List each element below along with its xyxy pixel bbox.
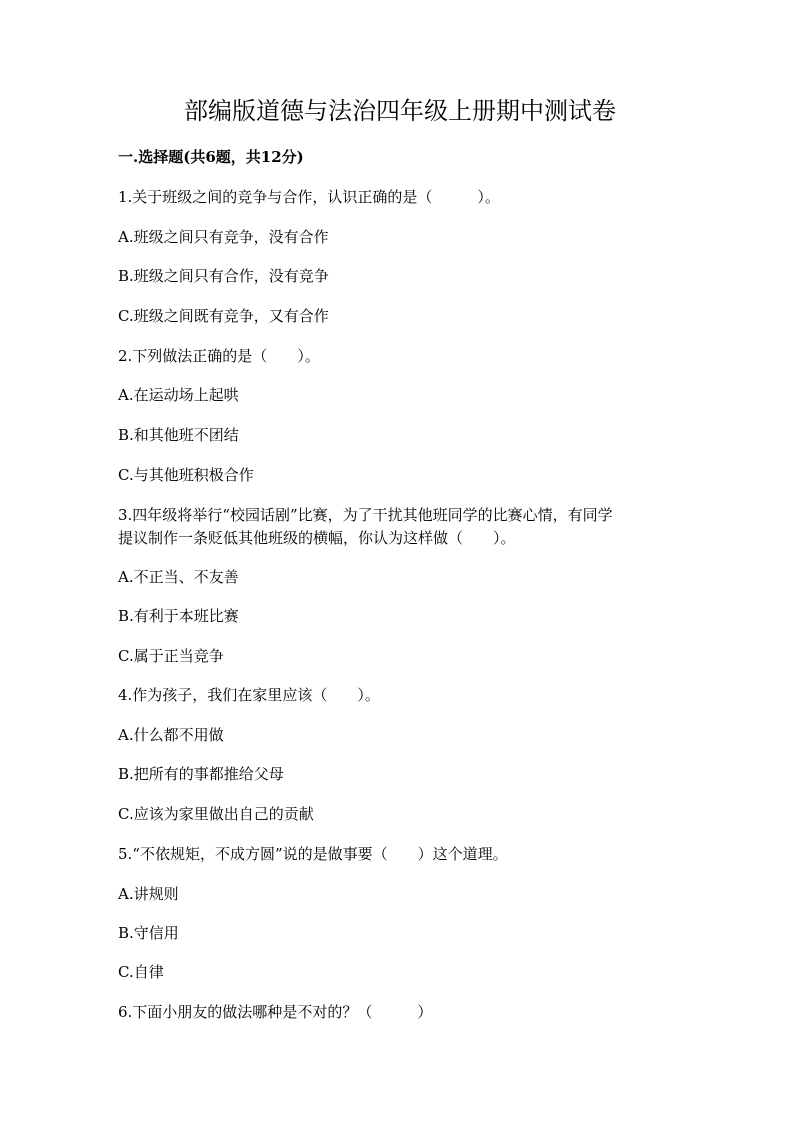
question-2-stem: 2.下列做法正确的是（ ）。 <box>118 347 320 365</box>
question-4-stem: 4.作为孩子，我们在家里应该（ ）。 <box>118 686 380 704</box>
question-5-stem: 5.“不依规矩，不成方圆”说的是做事要（ ）这个道理。 <box>118 845 508 863</box>
question-1-stem: 1.关于班级之间的竞争与合作，认识正确的是（ ）。 <box>118 188 500 206</box>
question-3-option-a: A.不正当、不友善 <box>118 568 239 586</box>
question-4-option-c: C.应该为家里做出自己的贡献 <box>118 805 314 823</box>
question-3-stem-line-1: 3.四年级将举行“校园话剧”比赛，为了干扰其他班同学的比赛心情，有同学 <box>118 506 613 524</box>
question-4-option-b: B.把所有的事都推给父母 <box>118 765 284 783</box>
section-heading: 一.选择题(共6题，共12分) <box>118 148 304 166</box>
question-4-option-a: A.什么都不用做 <box>118 726 224 744</box>
question-1-option-b: B.班级之间只有合作，没有竞争 <box>118 267 329 285</box>
question-3-option-c: C.属于正当竞争 <box>118 647 224 665</box>
question-3-stem-line-2: 提议制作一条贬低其他班级的横幅，你认为这样做（ ）。 <box>118 529 516 547</box>
question-1-option-c: C.班级之间既有竞争，又有合作 <box>118 307 329 325</box>
question-2-option-a: A.在运动场上起哄 <box>118 386 239 404</box>
question-6-stem: 6.下面小朋友的做法哪种是不对的？（ ） <box>118 1003 433 1021</box>
page-title: 部编版道德与法治四年级上册期中测试卷 <box>184 97 616 125</box>
question-1-option-a: A.班级之间只有竞争，没有合作 <box>118 228 329 246</box>
question-2-option-c: C.与其他班积极合作 <box>118 466 254 484</box>
question-5-option-c: C.自律 <box>118 963 164 981</box>
question-3-option-b: B.有利于本班比赛 <box>118 607 239 625</box>
question-2-option-b: B.和其他班不团结 <box>118 426 239 444</box>
question-5-option-a: A.讲规则 <box>118 885 179 903</box>
question-5-option-b: B.守信用 <box>118 924 179 942</box>
